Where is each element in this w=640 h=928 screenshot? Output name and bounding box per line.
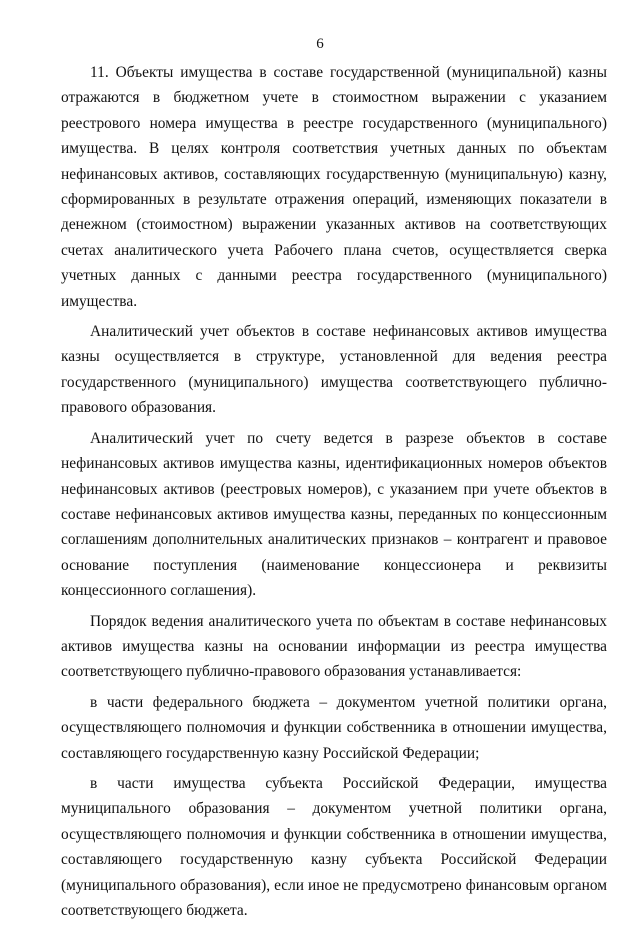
paragraph-federal-budget: в части федерального бюджета – документом учетной политики органа, осуществляющего полномочия и функции собственника в отношении имущества, составляющего государственную казну Российской Федерации; (61, 693, 607, 762)
document-body (61, 60, 607, 928)
page-number: 6 (316, 36, 324, 52)
paragraph-analytic-account: Аналитический учет по счету ведется в разрезе объектов в составе нефинансовых активов имущества казны, идентификационных номеров объектов нефинансовых активов (реестровых номеров), с указанием при учете объектов в составе нефинансовых активов имущества казны, переданных по концессионным соглашениям дополнительных аналитических признаков – контрагент и правовое основание поступления (наименование концессионера и реквизиты концессионного соглашения). (61, 429, 607, 600)
paragraph-analytic-structure: Аналитический учет объектов в составе нефинансовых активов имущества казны осуществляется в структуре, установленной для ведения реестра государственного (муниципального) имущества соответствующего публично-правового образования. (61, 323, 607, 417)
paragraph-procedure-intro: Порядок ведения аналитического учета по объектам в составе нефинансовых активов имущества казны на основании информации из реестра имущества соответствующего публично-правового образования устанавливается: (61, 612, 607, 681)
paragraph-regional-municipal: в части имущества субъекта Российской Федерации, имущества муниципального образования – документом учетной политики органа, осуществляющего полномочия и функции собственника в отношении имущества, составляющего государственную казну субъекта Российской Федерации (муниципального образования), если иное не предусмотрено финансовым органом соответствующего бюджета. (61, 774, 607, 919)
paragraph-item-11: 11. Объекты имущества в составе государственной (муниципальной) казны отражаются в бюджетном учете в стоимостном выражении с указанием реестрового номера имущества в реестре государственного (муниципального) имущества. В целях контроля соответствия учетных данных по объектам нефинансовых активов, составляющих государственную (муниципальную) казну, сформированных в результате отражения операций, изменяющих показатели в денежном (стоимостном) выражении указанных активов на соответствующих счетах аналитического учета Рабочего плана счетов, осуществляется сверка учетных данных с данными реестра государственного (муниципального) имущества. (61, 64, 607, 310)
